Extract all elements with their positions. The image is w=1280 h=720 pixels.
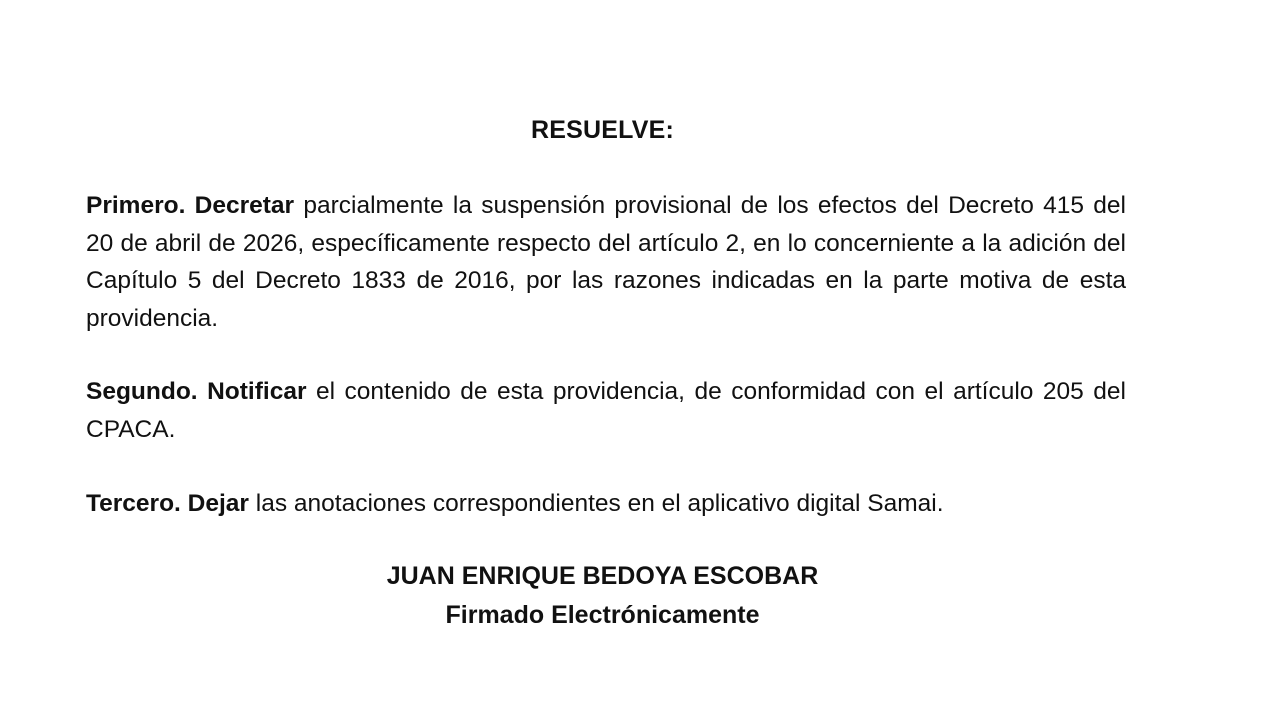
resolution-heading: RESUELVE: — [530, 116, 675, 144]
resolution-item-first — [86, 187, 1126, 337]
item-lead: Tercero. Dejar — [86, 490, 249, 517]
signature-note: Firmado Electrónicamente — [445, 601, 760, 629]
signer-name: JUAN ENRIQUE BEDOYA ESCOBAR — [386, 562, 819, 590]
item-lead: Primero. Decretar — [86, 192, 295, 219]
item-text: el contenido de esta providencia, de conformidad con el artículo 205 del CPACA. — [86, 378, 1126, 443]
resolution-item-third — [86, 485, 1126, 523]
resolution-item-second — [86, 373, 1126, 448]
item-lead: Segundo. Notificar — [86, 378, 307, 405]
item-text: parcialmente la suspensión provisional de los efectos del Decreto 415 del 20 de abril de 2026, específicamente respecto del artículo 2, en lo concerniente a la adición del Capítulo 5 del Decreto 1833 de 2016, por las razones indicadas en la parte motiva de esta providencia. — [86, 192, 1126, 332]
item-text: las anotaciones correspondientes en el aplicativo digital Samai. — [248, 490, 944, 517]
